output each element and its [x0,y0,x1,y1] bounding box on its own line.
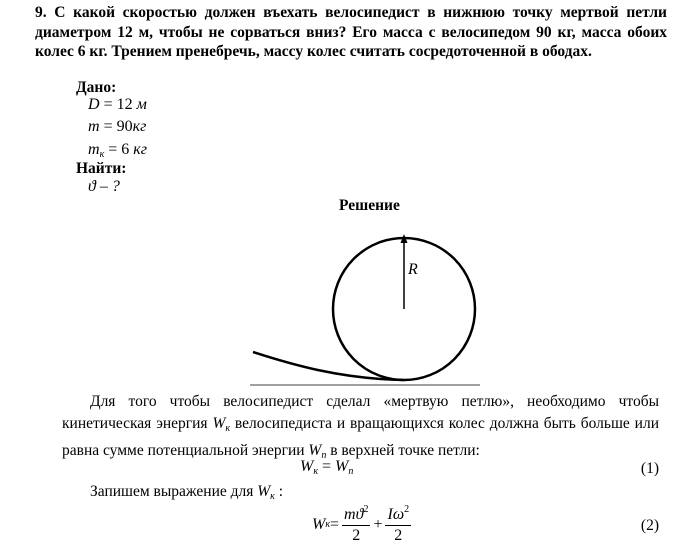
equation-1 [300,458,353,477]
eq2-fraction-1 [342,504,370,545]
write-var: W [257,483,271,500]
write-colon: : [274,483,284,500]
diameter-value: = 12 [103,96,133,113]
eq2-frac2-sup: 2 [404,504,410,515]
eq2-frac1-num: mϑ [344,506,364,523]
eq2-frac2-den: 2 [394,527,403,544]
eq1-rhs-sub: п [348,466,354,477]
eq1-equals: = [318,458,336,475]
problem-statement: 9. С какой скоростью должен въехать велосипедист в нижнюю точку мертвой петли диаметром 12 м, чтобы не сорваться вниз? Его масса с велосипедом 90 кг, масса обоих колес 6 кг. Трением пренебречь, массу колес считать сосредоточенной в ободах. [35,4,667,60]
eq2-lhs-sub: к [325,519,331,530]
eq2-lhs: W [312,515,326,533]
equation-1-number: (1) [640,460,659,477]
diameter-unit: м [136,96,147,113]
wheel-mass-value: = 6 [108,141,130,158]
solution-paragraph [62,391,659,467]
write-expression-line [90,483,283,502]
para-start: Для того чтобы велосипедист сделал «мертвую петлю», необходимо чтобы кинетическая энергия [62,393,659,432]
wk-var: W [212,415,226,432]
eq2-plus: + [373,515,383,533]
solution-heading: Решение [339,197,400,214]
equation-2-number: (2) [640,517,659,534]
wheel-mass-sub: к [99,149,105,160]
given-diameter [88,96,147,114]
eq1-lhs-sub: к [313,466,319,477]
eq1-lhs: W [300,458,314,475]
write-sub: к [270,491,275,502]
given-wheel-mass [88,141,147,160]
equation-2 [312,504,414,545]
radius-label: R [408,261,418,278]
find-heading: Найти: [76,160,127,177]
eq2-frac1-sup: 2 [363,504,369,515]
eq1-rhs: W [335,458,349,475]
write-text: Запишем выражение для [90,483,258,500]
mass-var: m [88,118,100,135]
eq2-frac2-num: Iω [387,506,405,523]
eq2-equals: = [330,515,340,533]
wp-sub: п [321,450,327,461]
given-heading: Дано: [76,79,117,96]
loop-diagram [250,224,480,389]
para-end: в верхней точке петли: [326,442,480,459]
wheel-mass-var: m [88,141,100,158]
para-mid: велосипедиста и вращающихся колес должна быть больше или равна сумме потенциальной энергии [62,415,659,459]
find-expression: ϑ – ? [88,178,120,195]
diameter-var: D [88,96,100,113]
mass-value: = 90 [103,118,133,135]
mass-unit: кг [132,118,147,135]
wk-sub: к [225,423,231,434]
eq2-fraction-2 [385,504,411,545]
given-mass [88,118,146,136]
eq2-frac1-den: 2 [352,527,361,544]
wp-var: W [308,442,322,459]
wheel-mass-unit: кг [133,141,148,158]
